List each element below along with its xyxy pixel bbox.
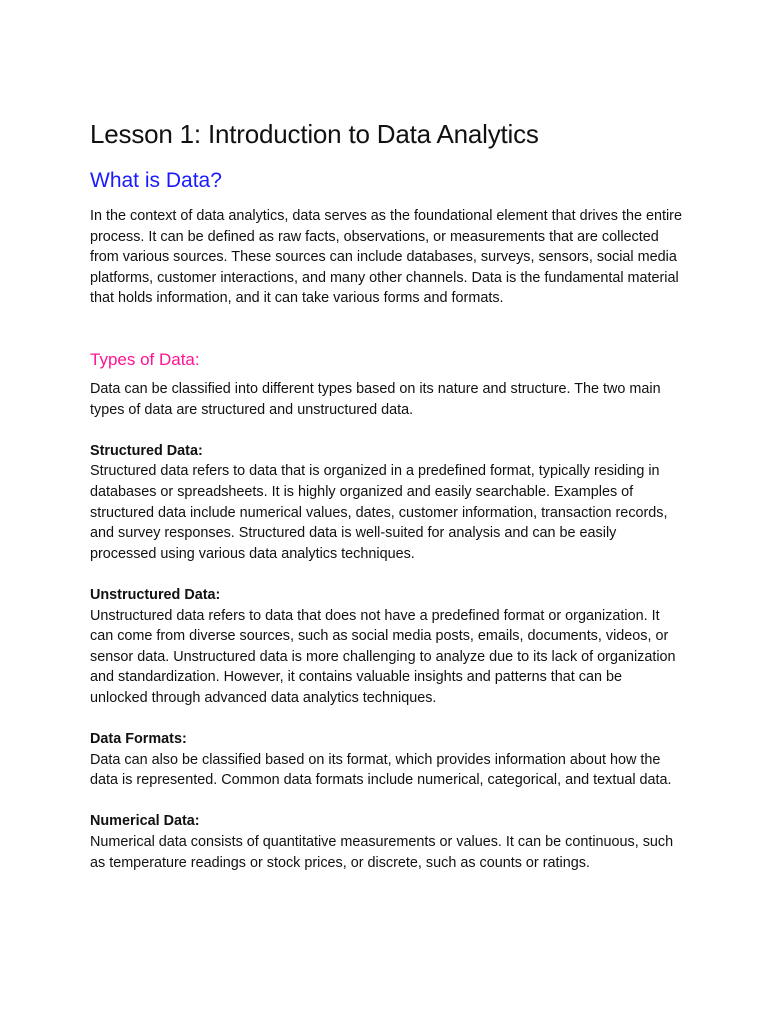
paragraph-numerical-data: Numerical data consists of quantitative measurements or values. It can be continuous, such as temperature readings or stock prices, or discrete, such as counts or ratings. <box>90 834 674 871</box>
document-page <box>90 114 682 873</box>
section-data-formats <box>90 729 682 791</box>
heading-what-is-data: What is Data? <box>90 169 222 192</box>
subheading-unstructured-data: Unstructured Data: <box>90 586 221 603</box>
paragraph-types-intro: Data can be classified into different types based on its nature and structure. The two main types of data are structured and unstructured data. <box>90 380 661 418</box>
section-numerical-data <box>90 811 682 873</box>
paragraph-data-formats: Data can also be classified based on its format, which provides information about how the data is represented. Common data formats include numerical, categorical, and textual data. <box>90 751 672 789</box>
paragraph-what-is-data: In the context of data analytics, data serves as the foundational element that drives the entire process. It can be defined as raw facts, observations, or measurements that are collected from various sources. These sources can include databases, surveys, sensors, social media platforms, customer interactions, and many other channels. Data is the fundamental material that holds information, and it can take various forms and formats. <box>90 208 682 307</box>
page-title: Lesson 1: Introduction to Data Analytics <box>90 119 539 149</box>
heading-types-of-data: Types of Data: <box>90 349 200 369</box>
subheading-structured-data: Structured Data: <box>90 442 203 459</box>
paragraph-unstructured-data: Unstructured data refers to data that does not have a predefined format or organization. It can come from diverse sources, such as social media posts, emails, documents, videos, or sensor data. Unstructured data is more challenging to analyze due to its lack of organization and standardization. However, it contains valuable insights and patterns that can be unlocked through advanced data analytics techniques. <box>90 607 676 706</box>
subheading-numerical-data: Numerical Data: <box>90 813 200 830</box>
section-structured-data <box>90 441 682 565</box>
subheading-data-formats: Data Formats: <box>90 731 187 748</box>
paragraph-structured-data: Structured data refers to data that is organized in a predefined format, typically residing in databases or spreadsheets. It is highly organized and easily searchable. Examples of structured data include numerical values, dates, customer information, transaction records, and survey responses. Structured data is well-suited for analysis and can be easily processed using various data analytics techniques. <box>90 463 668 562</box>
section-unstructured-data <box>90 585 682 709</box>
